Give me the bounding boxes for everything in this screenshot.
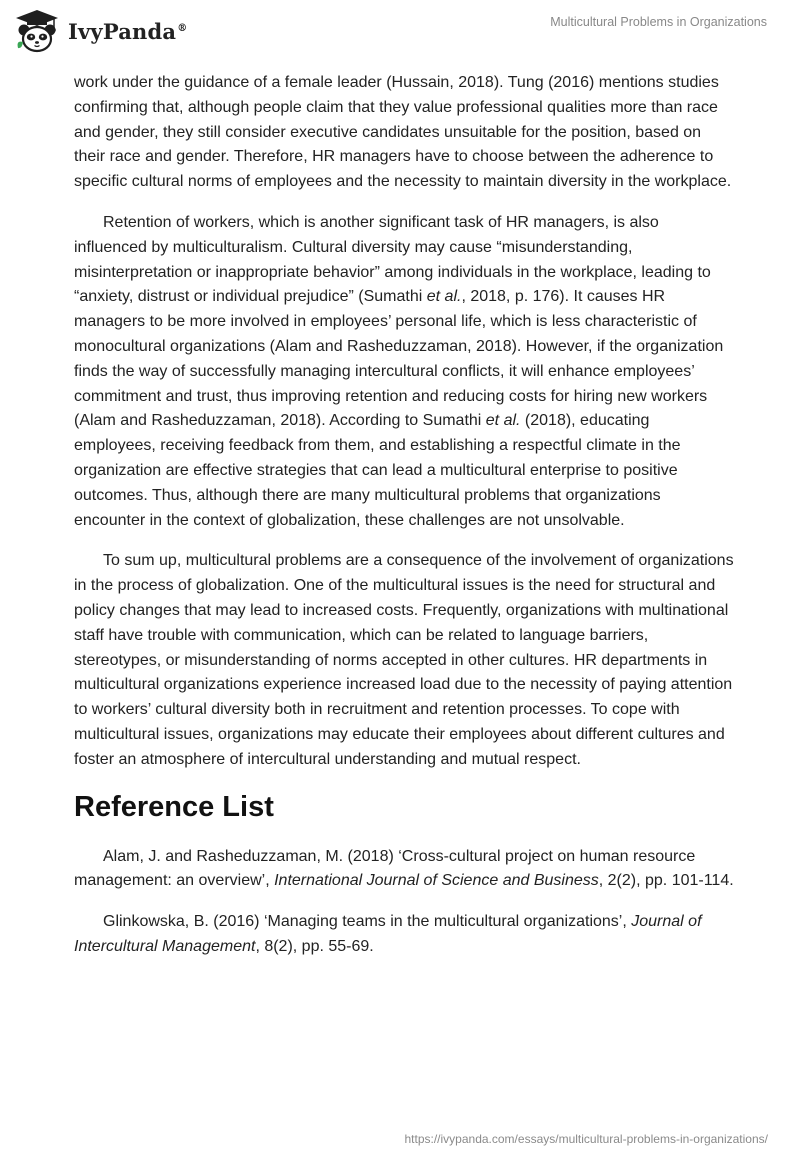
logo-wordmark: IvyPanda® (68, 18, 188, 44)
paragraph-2: Retention of workers, which is another significant task of HR managers, is also influenced by multiculturalism. Cultural diversity may cause “misunderstanding, misinterpretation or inappropriate behavior” among individuals in the workplace, leading to “anxiety, distrust or individual prejudice” (Sumathi et al., 2018, p. 176). It causes HR managers to be more involved in employees’ personal life, which is less characteristic of monocultural organizations (Alam and Rasheduzzaman, 2018). However, if the organization finds the way of successfully managing intercultural conflicts, it will enhance employees’ commitment and trust, thus improving retention and reducing costs for hiring new workers (Alam and Rasheduzzaman, 2018). According to Sumathi et al. (2018), educating employees, receiving feedback from them, and establishing a respectful climate in the organization are effective strategies that can lead a multicultural enterprise to positive outcomes. Thus, although there are many multicultural problems that organizations encounter in the context of globalization, these challenges are not unsolvable. (74, 213, 724, 529)
reference-list-heading: Reference List (74, 790, 274, 823)
page-header (0, 0, 800, 72)
paragraph-3: To sum up, multicultural problems are a consequence of the involvement of organizations in the process of globalization. One of the multicultural issues is the need for structural and policy changes that may lead to increased costs. Frequently, organizations with multinational staff have trouble with communication, which can be related to language barriers, stereotypes, or misunderstanding of norms accepted in other cultures. HR departments in multicultural organizations experience increased load due to the necessity of paying attention to workers’ cultural diversity both in recruitment and retention processes. To cope with multicultural issues, organizations may educate their employees about different cultures and foster an atmosphere of intercultural understanding and mutual respect. (74, 552, 734, 768)
essay-content (74, 71, 734, 976)
ivypanda-logo[interactable] (14, 8, 187, 54)
source-url[interactable]: https://ivypanda.com/essays/multicultural-problems-in-organizations/ (404, 1132, 768, 1146)
reference-item: Glinkowska, B. (2016) ‘Managing teams in the multicultural organizations’, Journal of Intercultural Management, 8(2), pp. 55-69. (74, 913, 702, 955)
running-title: Multicultural Problems in Organizations (550, 15, 767, 29)
paragraph-1: work under the guidance of a female leader (Hussain, 2018). Tung (2016) mentions studies confirming that, although people claim that they value professional qualities more than race and gender, they still consider executive candidates unsuitable for the position, based on their race and gender. Therefore, HR managers have to choose between the adherence to specific cultural norms of employees and the necessity to maintain diversity in the workplace. (74, 74, 732, 191)
panda-graduate-icon (14, 8, 60, 54)
reference-item: Alam, J. and Rasheduzzaman, M. (2018) ‘Cross-cultural project on human resource management: an overview’, International Journal of Science and Business, 2(2), pp. 101-114. (74, 847, 734, 890)
